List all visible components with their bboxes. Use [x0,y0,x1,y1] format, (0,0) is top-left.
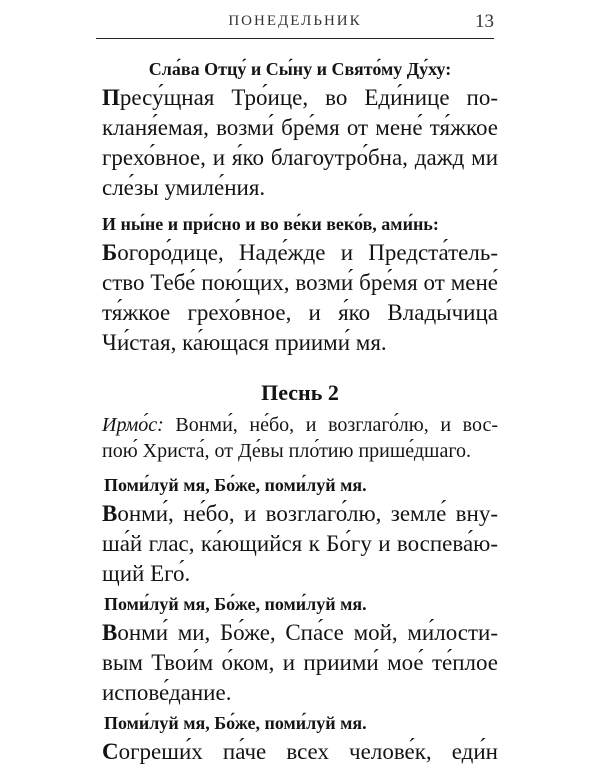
irmos-line: Ирмо́с: Вонми́, не́бо, и возглаго́лю, и вос- [102,414,498,436]
verse-line: Согреши́х па́че всех челове́к, еди́н [102,739,498,764]
verse-line: Пресу́щная Тро́ице, во Еди́нице по- [102,85,498,110]
troparion-1 [102,496,498,589]
verse-line: тя́жкое грехо́вное, и я́ко Влады́чица [102,300,498,325]
verse-line: Чи́стая, ка́ющася приими́ мя. [102,330,387,355]
ode-title: Песнь 2 [261,380,339,405]
verse-line: Богоро́дице, Наде́жде и Предста́тель- [102,240,498,265]
verse-line: кланя́емая, возми́ бре́мя от мене́ тя́жкое [102,115,498,140]
refrain: Поми́луй мя, Бо́же, поми́луй мя. [104,475,367,495]
and-now-heading: И ны́не и при́сно и во ве́ки веко́в, ами́нь: [102,214,439,234]
refrain: Поми́луй мя, Бо́же, поми́луй мя. [104,713,367,733]
verse-line: грехо́вное, и я́ко благоутро́бна, дажд ми [102,145,498,170]
irmos-line: пою́ Христа́, от Де́вы пло́тию прише́дшаго. [102,440,472,462]
verse-line: щий Его́. [102,561,191,586]
irmos-label: Ирмо́с: [102,414,164,436]
irmos [102,408,498,464]
verse-line: ство Тебе́ пою́щих, возми́ бре́мя от мене́ [102,270,498,295]
running-head [96,10,494,39]
troparion-trinity [102,80,498,203]
verse-line: сле́зы умиле́ния. [102,175,266,200]
running-title: ПОНЕДЕЛЬНИК [228,13,362,29]
drop-initial: Б [102,240,118,265]
refrain: Поми́луй мя, Бо́же, поми́луй мя. [104,594,367,614]
drop-initial: В [102,501,118,526]
verse-line: ша́й глас, ка́ющийся к Бо́гу и воспева́ю- [102,531,498,556]
theotokion [102,235,498,358]
verse-line: испове́дание. [102,680,232,705]
drop-initial: П [102,85,120,110]
verse-line: Вонми́, не́бо, и возглаго́лю, земле́ вну- [102,501,498,526]
verse-line: Вонми́ ми, Бо́же, Спа́се мой, ми́лости- [102,620,498,645]
page-content [102,48,498,767]
drop-initial: В [102,620,118,645]
doxology-heading: Сла́ва Отцу́ и Сы́ну и Свято́му Ду́ху: [148,59,452,79]
page-number: 13 [475,11,494,32]
verse-line: вым Твои́м о́ком, и приими́ мое́ те́плое [102,650,498,675]
drop-initial: С [102,739,119,764]
troparion-3 [102,734,498,767]
troparion-2 [102,615,498,708]
